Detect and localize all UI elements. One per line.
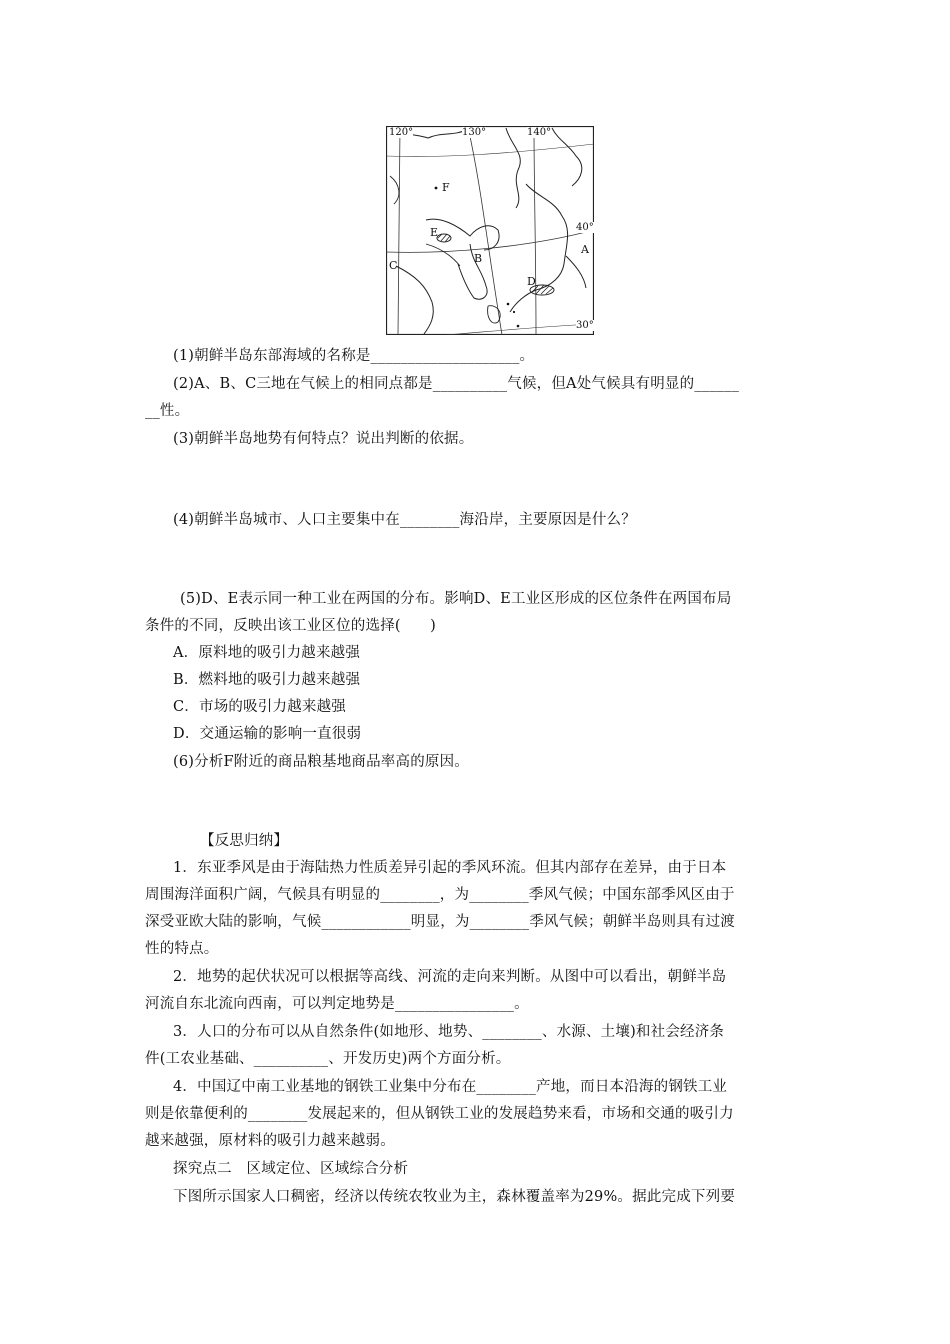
option-c: C．市场的吸引力越来越强 [173, 699, 346, 715]
reflection-heading: 【反思归纳】 [200, 833, 289, 849]
section-2-intro: 下图所示国家人口稠密，经济以传统农牧业为主，森林覆盖率为29%。据此完成下列要 [173, 1189, 736, 1205]
lon-label-130: 130° [462, 127, 487, 138]
lon-label-120: 120° [389, 127, 414, 138]
option-a: A．原料地的吸引力越来越强 [173, 645, 361, 661]
point-label-c: C [389, 259, 398, 272]
question-5-line-1: (5)D、E表示同一种工业在两国的分布。影响D、E工业区形成的区位条件在两国布局 [180, 591, 732, 607]
reflection-line: 深受亚欧大陆的影响，气候____________明显，为________季风气候；朝鲜半岛则具有过渡 [145, 914, 735, 930]
question-4: (4)朝鲜半岛城市、人口主要集中在________海沿岸，主要原因是什么？ [173, 512, 636, 528]
point-label-d: D [527, 275, 536, 288]
option-d: D．交通运输的影响一直很弱 [173, 726, 362, 742]
reflection-line: 2．地势的起伏状况可以根据等高线、河流的走向来判断。从图中可以看出，朝鲜半岛 [173, 969, 727, 985]
east-asia-map [386, 126, 594, 335]
point-label-b: B [474, 252, 483, 265]
lon-label-140: 140° [527, 127, 552, 138]
reflection-line: 件(工农业基础、__________、开发历史)两个方面分析。 [145, 1051, 511, 1067]
section-2-title: 探究点二 区域定位、区域综合分析 [173, 1161, 409, 1177]
point-label-e: E [430, 226, 439, 239]
question-3: (3)朝鲜半岛地势有何特点？说出判断的依据。 [173, 431, 474, 447]
map-graphic [386, 126, 594, 335]
reflection-line: 则是依靠便利的________发展起来的，但从钢铁工业的发展趋势来看，市场和交通的吸引力 [145, 1106, 734, 1122]
reflection-line: 4．中国辽中南工业基地的钢铁工业集中分布在________产地，而日本沿海的钢铁工业 [173, 1079, 728, 1095]
question-2-line-2: __性。 [145, 403, 190, 419]
reflection-line: 河流自东北流向西南，可以判定地势是________________。 [145, 996, 529, 1012]
question-2-line-1: (2)A、B、C三地在气候上的相同点都是__________气候，但A处气候具有明显的______ [173, 376, 740, 392]
lat-label-30: 30° [576, 320, 594, 331]
point-label-a: A [581, 243, 589, 256]
question-5-line-2: 条件的不同，反映出该工业区位的选择( ) [145, 618, 437, 634]
question-1: (1)朝鲜半岛东部海域的名称是____________________。 [173, 348, 535, 364]
reflection-line: 性的特点。 [145, 941, 219, 957]
point-label-f: F [442, 181, 450, 194]
option-b: B．燃料地的吸引力越来越强 [173, 672, 361, 688]
reflection-line: 越来越强，原材料的吸引力越来越弱。 [145, 1133, 395, 1149]
reflection-line: 周围海洋面积广阔，气候具有明显的________，为________季风气候；中国东部季风区由于 [145, 887, 735, 903]
reflection-line: 1．东亚季风是由于海陆热力性质差异引起的季风环流。但其内部存在差异，由于日本 [173, 860, 727, 876]
reflection-line: 3．人口的分布可以从自然条件(如地形、地势、________、水源、土壤)和社会经济条 [173, 1024, 725, 1040]
question-6: (6)分析F附近的商品粮基地商品率高的原因。 [173, 754, 469, 770]
lat-label-40: 40° [576, 222, 594, 233]
